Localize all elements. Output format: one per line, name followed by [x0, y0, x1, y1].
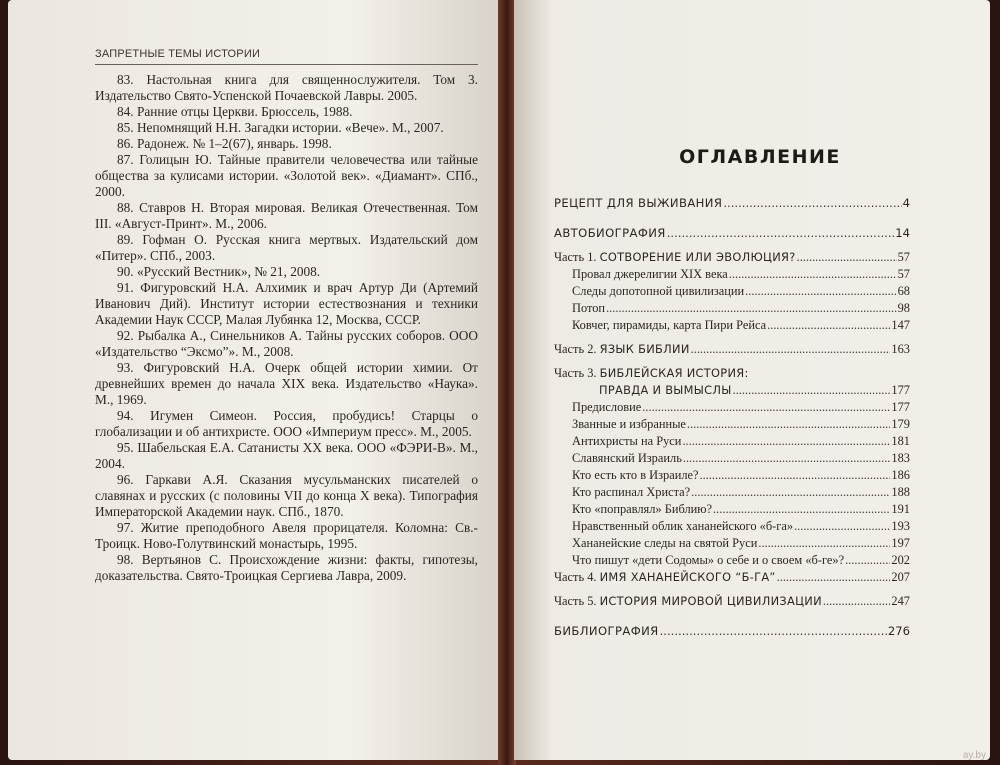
bib-entry: 89. Гофман О. Русская книга мертвых. Издательский дом «Питер». СПб., 2003.: [95, 232, 478, 263]
toc-subentry: Славянский Израиль ..... 183: [554, 451, 910, 468]
toc-subentry: Нравственный облик хананейского «б-га» ..... 193: [554, 519, 910, 536]
bib-entry: 97. Житие преподобного Авеля прорицателя. Коломна: Св.-Троицк. Ново-Голутвинский монастырь, 1995.: [95, 520, 478, 551]
toc-subentry: Кто распинал Христа? ..... 188: [554, 485, 910, 502]
bib-entry: 92. Рыбалка А., Синельников А. Тайны русских соборов. ООО «Издательство “Эксмо”». М., 2008.: [95, 328, 478, 359]
bib-entry: 88. Ставров Н. Вторая мировая. Великая Отечественная. Том III. «Август-Принт». М., 2006.: [95, 200, 478, 231]
toc-subentry: Потоп ..... 98: [554, 301, 910, 318]
bib-entry: 85. Непомнящий Н.Н. Загадки истории. «Вече». М., 2007.: [117, 120, 444, 135]
toc-entry-bibliography: БИБЛИОГРАФИЯ ..... 276: [554, 624, 910, 641]
bib-entry: 93. Фигуровский Н.А. Очерк общей истории химии. От древнейших времен до начала XIX века. Издательство «Наука». М., 1969.: [95, 360, 478, 407]
bib-entry: 83. Настольная книга для священнослужителя. Том 3. Издательство Свято-Успенской Почаевской Лавры. 2005.: [95, 72, 478, 103]
bib-entry: 96. Гаркави А.Я. Сказания мусульманских писателей о славянах и русских (с половины VII до конца X века). Типография Императорской Академии наук. СПб., 1870.: [95, 472, 478, 519]
toc-subentry: Кто «поправлял» Библию? ..... 191: [554, 502, 910, 519]
toc-subentry: Кто есть кто в Израиле? ..... 186: [554, 468, 910, 485]
bibliography-list: [95, 72, 478, 584]
running-head: ЗАПРЕТНЫЕ ТЕМЫ ИСТОРИИ: [95, 48, 261, 60]
toc-title: ОГЛАВЛЕНИЕ: [679, 146, 841, 168]
toc-entry-part5: Часть 5. ИСТОРИЯ МИРОВОЙ ЦИВИЛИЗАЦИИ ..... 247: [554, 594, 910, 611]
bib-entry: 86. Радонеж. № 1–2(67), январь. 1998.: [117, 136, 332, 151]
header-rule: [95, 64, 478, 65]
toc-entry-autobiography: АВТОБИОГРАФИЯ ..... 14: [554, 226, 910, 243]
watermark: ay.by: [962, 750, 986, 761]
toc-subentry: Ковчег, пирамиды, карта Пири Рейса ..... 147: [554, 318, 910, 335]
bib-entry: 98. Вертьянов С. Происхождение жизни: факты, гипотезы, доказательства. Свято-Троицкая Сергиева Лавра, 2009.: [95, 552, 478, 583]
toc-subentry: Предисловие ..... 177: [554, 400, 910, 417]
toc-subentry: Провал джерелигии XIX века ..... 57: [554, 267, 910, 284]
bib-entry: 95. Шабельская Е.А. Сатанисты XX века. ООО «ФЭРИ-В». М., 2004.: [95, 440, 478, 471]
toc-entry-part3-cont: ПРАВДА И ВЫМЫСЛЫ ..... 177: [554, 383, 910, 400]
toc-entry-recipe: РЕЦЕПТ ДЛЯ ВЫЖИВАНИЯ ..... 4: [554, 196, 910, 213]
toc-entry-part1: Часть 1. СОТВОРЕНИЕ ИЛИ ЭВОЛЮЦИЯ? ..... 57: [554, 250, 910, 267]
toc-entry-part4: Часть 4. ИМЯ ХАНАНЕЙСКОГО “Б-ГА” ..... 207: [554, 570, 910, 587]
table-of-contents: [554, 190, 910, 641]
toc-subentry: Следы допотопной цивилизации ..... 68: [554, 284, 910, 301]
toc-subentry: Антихристы на Руси ..... 181: [554, 434, 910, 451]
bib-entry: 91. Фигуровский Н.А. Алхимик и врач Артур Ди (Артемий Иванович Дий). Институт истории естествознания и техники Академии Наук СССР, Малая Лубянка 12, Москва, СССР.: [95, 280, 478, 327]
toc-subentry: Что пишут «дети Содомы» о себе и о своем «б-ге»? ..... 202: [554, 553, 910, 570]
toc-entry-part2: Часть 2. ЯЗЫК БИБЛИИ ..... 163: [554, 342, 910, 359]
bib-entry: 87. Голицын Ю. Тайные правители человечества или тайные общества за кулисами истории. «Золотой век». «Диамант». СПб., 2000.: [95, 152, 478, 199]
toc-entry-part3: Часть 3. БИБЛЕЙСКАЯ ИСТОРИЯ:: [554, 366, 749, 380]
bib-entry: 84. Ранние отцы Церкви. Брюссель, 1988.: [117, 104, 353, 119]
bib-entry: 90. «Русский Вестник», № 21, 2008.: [117, 264, 321, 279]
toc-subentry: Званные и избранные ..... 179: [554, 417, 910, 434]
toc-subentry: Хананейские следы на святой Руси ..... 197: [554, 536, 910, 553]
bib-entry: 94. Игумен Симеон. Россия, пробудись! Старцы о глобализации и об антихристе. ООО «Империум пресс». М., 2005.: [95, 408, 478, 439]
